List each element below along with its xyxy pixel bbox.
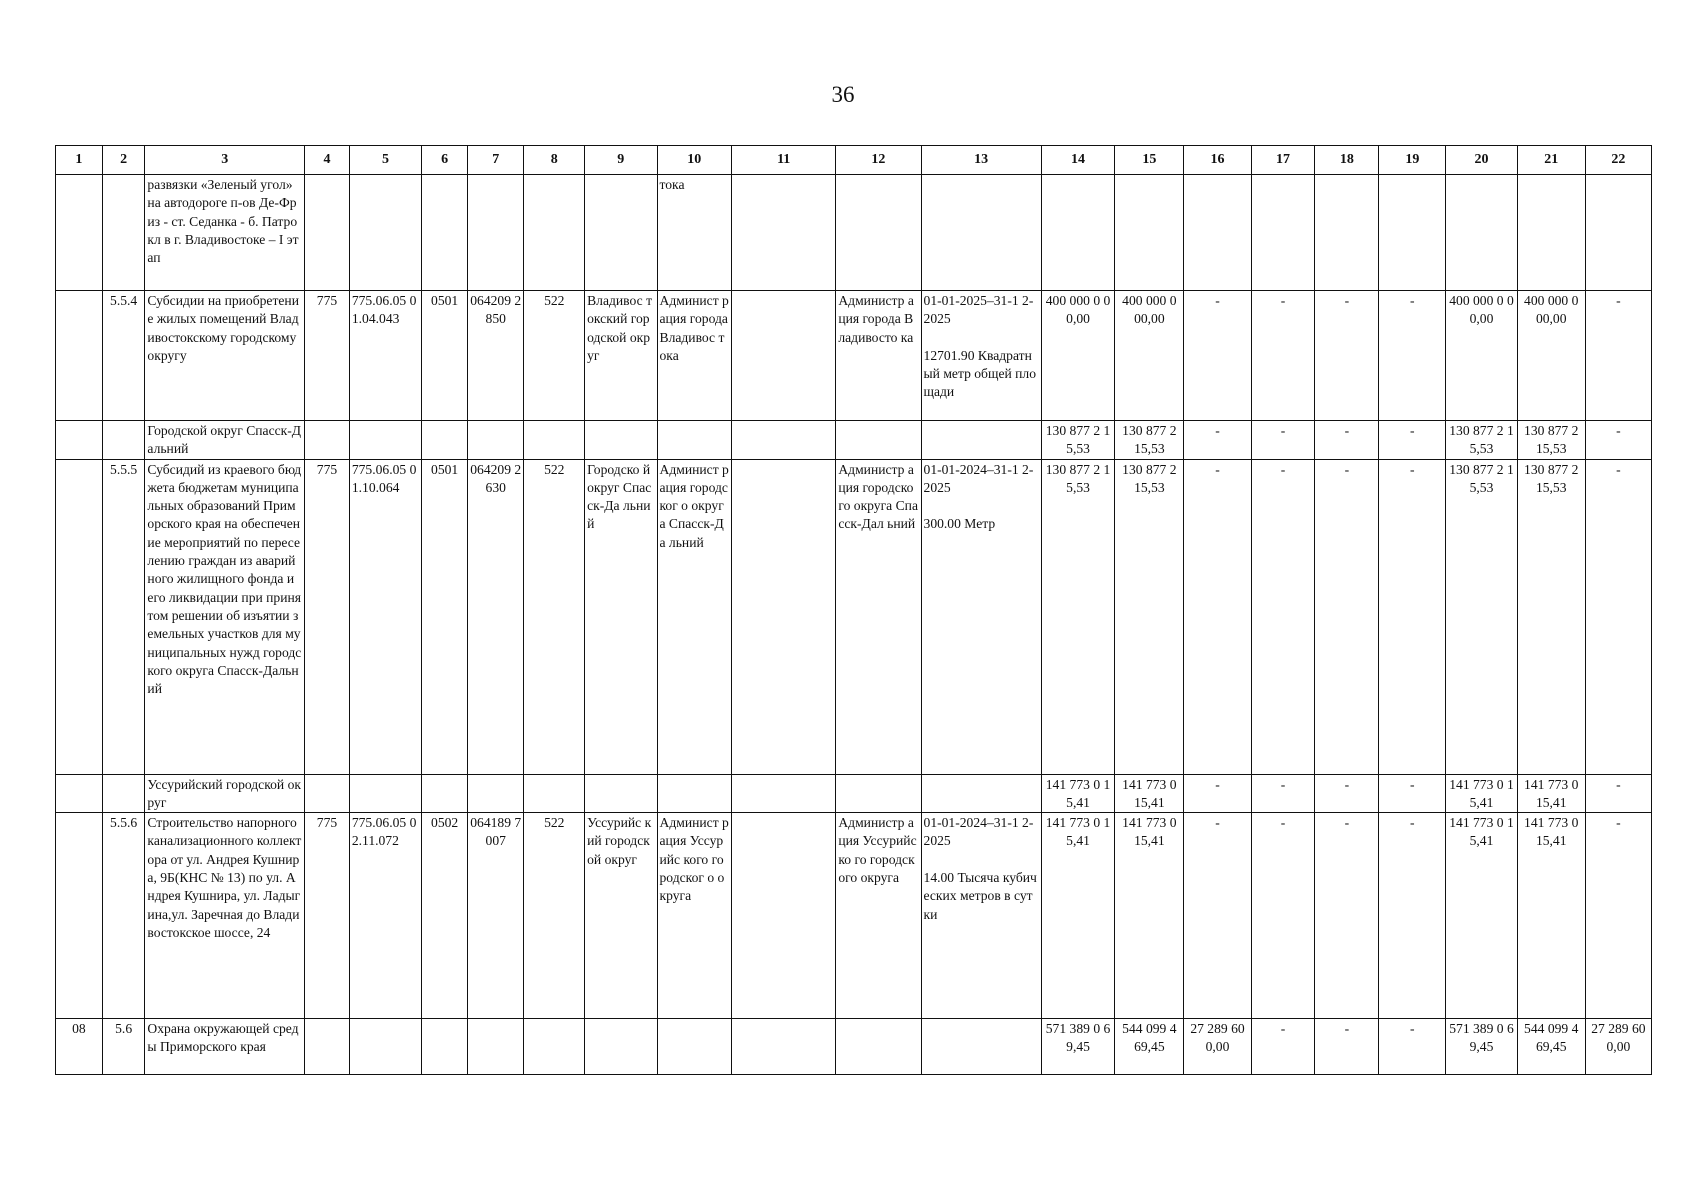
table-cell-col-18: - xyxy=(1315,421,1379,460)
table-cell-col-19: - xyxy=(1379,291,1446,421)
column-header-14: 14 xyxy=(1041,146,1114,175)
table-cell-col-21: 141 773 0 15,41 xyxy=(1517,774,1585,813)
table-cell-col-12: Администр ация Уссурийско го городского округа xyxy=(836,813,921,1019)
table-cell-col-8 xyxy=(524,175,585,291)
table-cell-col-7: 064209 2850 xyxy=(468,291,524,421)
table-cell-col-4: 775 xyxy=(305,291,350,421)
table-cell-col-1 xyxy=(56,175,103,291)
table-cell-col-12 xyxy=(836,175,921,291)
table-cell-col-3: Городской округ Спасск-Дальний xyxy=(145,421,305,460)
table-cell-col-11 xyxy=(732,813,836,1019)
table-cell-col-11 xyxy=(732,774,836,813)
table-cell-col-5 xyxy=(349,1019,421,1075)
table-cell-col-22: - xyxy=(1585,459,1651,774)
table-cell-col-5 xyxy=(349,175,421,291)
table-cell-col-1: 08 xyxy=(56,1019,103,1075)
table-cell-col-17: - xyxy=(1251,421,1315,460)
table-row xyxy=(56,813,1652,1019)
table-cell-col-15 xyxy=(1115,175,1184,291)
table-cell-col-12: Администр ация городского округа Спасск-Дал ьний xyxy=(836,459,921,774)
table-cell-col-8: 522 xyxy=(524,813,585,1019)
table-cell-col-21 xyxy=(1517,175,1585,291)
table-cell-col-17: - xyxy=(1251,291,1315,421)
column-header-6: 6 xyxy=(422,146,468,175)
table-cell-col-16: - xyxy=(1184,813,1251,1019)
table-cell-col-9: Уссурийс кий городской округ xyxy=(585,813,657,1019)
table-cell-col-17: - xyxy=(1251,774,1315,813)
table-cell-col-2 xyxy=(102,175,145,291)
table-cell-col-10: Админист рация городског о округа Спасск-Да льний xyxy=(657,459,732,774)
budget-table xyxy=(55,145,1652,1075)
table-cell-col-5: 775.06.05 01.04.043 xyxy=(349,291,421,421)
table-cell-col-20: 400 000 0 00,00 xyxy=(1446,291,1517,421)
table-cell-col-22: 27 289 60 0,00 xyxy=(1585,1019,1651,1075)
table-cell-col-7: 064209 2630 xyxy=(468,459,524,774)
table-cell-col-10 xyxy=(657,421,732,460)
table-cell-col-9 xyxy=(585,1019,657,1075)
table-cell-col-16: - xyxy=(1184,291,1251,421)
table-cell-col-16: - xyxy=(1184,774,1251,813)
table-cell-col-11 xyxy=(732,291,836,421)
column-header-5: 5 xyxy=(349,146,421,175)
column-header-2: 2 xyxy=(102,146,145,175)
table-cell-col-20: 130 877 2 15,53 xyxy=(1446,459,1517,774)
table-cell-col-11 xyxy=(732,175,836,291)
column-header-19: 19 xyxy=(1379,146,1446,175)
table-cell-col-22: - xyxy=(1585,421,1651,460)
table-cell-col-2: 5.5.4 xyxy=(102,291,145,421)
table-cell-col-15: 130 877 2 15,53 xyxy=(1115,459,1184,774)
page-number: 36 xyxy=(831,82,855,107)
table-cell-col-14: 400 000 0 00,00 xyxy=(1041,291,1114,421)
table-cell-col-4: 775 xyxy=(305,459,350,774)
table-cell-col-21: 130 877 2 15,53 xyxy=(1517,459,1585,774)
table-cell-col-14 xyxy=(1041,175,1114,291)
table-row xyxy=(56,291,1652,421)
table-cell-col-19: - xyxy=(1379,1019,1446,1075)
table-cell-col-19: - xyxy=(1379,813,1446,1019)
table-cell-col-18: - xyxy=(1315,291,1379,421)
table-cell-col-10: тока xyxy=(657,175,732,291)
table-cell-col-11 xyxy=(732,1019,836,1075)
table-row xyxy=(56,774,1652,813)
table-cell-col-18 xyxy=(1315,175,1379,291)
table-cell-col-22: - xyxy=(1585,774,1651,813)
table-cell-col-1 xyxy=(56,774,103,813)
table-cell-col-14: 130 877 2 15,53 xyxy=(1041,459,1114,774)
column-header-1: 1 xyxy=(56,146,103,175)
table-cell-col-15: 544 099 4 69,45 xyxy=(1115,1019,1184,1075)
table-cell-col-15: 400 000 0 00,00 xyxy=(1115,291,1184,421)
table-cell-col-6 xyxy=(422,774,468,813)
table-cell-col-3: Субсидии на приобретение жилых помещений Владивостокскому городскому округу xyxy=(145,291,305,421)
table-cell-col-5: 775.06.05 02.11.072 xyxy=(349,813,421,1019)
table-cell-col-21: 141 773 0 15,41 xyxy=(1517,813,1585,1019)
table-cell-col-9: Городско й округ Спасск-Да льний xyxy=(585,459,657,774)
table-cell-col-19: - xyxy=(1379,459,1446,774)
table-cell-col-7 xyxy=(468,774,524,813)
table-cell-col-1 xyxy=(56,421,103,460)
table-cell-col-5 xyxy=(349,774,421,813)
table-cell-col-4 xyxy=(305,421,350,460)
table-cell-col-13 xyxy=(921,175,1041,291)
table-cell-col-2 xyxy=(102,774,145,813)
table-cell-col-13 xyxy=(921,1019,1041,1075)
table-row xyxy=(56,459,1652,774)
table-cell-col-19 xyxy=(1379,175,1446,291)
table-cell-col-3: Строительство напорного канализационного коллектора от ул. Андрея Кушнира, 9Б(КНС № 13) по ул. Андрея Кушнира, ул. Ладыгина,ул. Заречная до Владивостокское шоссе, 24 xyxy=(145,813,305,1019)
table-cell-col-5: 775.06.05 01.10.064 xyxy=(349,459,421,774)
table-cell-col-20: 141 773 0 15,41 xyxy=(1446,774,1517,813)
table-cell-col-1 xyxy=(56,813,103,1019)
table-cell-col-20 xyxy=(1446,175,1517,291)
table-cell-col-10 xyxy=(657,774,732,813)
table-cell-col-8 xyxy=(524,421,585,460)
table-cell-col-1 xyxy=(56,291,103,421)
table-row xyxy=(56,1019,1652,1075)
column-header-17: 17 xyxy=(1251,146,1315,175)
table-cell-col-8: 522 xyxy=(524,459,585,774)
table-cell-col-9 xyxy=(585,421,657,460)
column-header-8: 8 xyxy=(524,146,585,175)
table-cell-col-21: 400 000 0 00,00 xyxy=(1517,291,1585,421)
table-cell-col-3: Уссурийский городской округ xyxy=(145,774,305,813)
column-header-4: 4 xyxy=(305,146,350,175)
table-cell-col-10: Админист рация Уссурийс кого городског о округа xyxy=(657,813,732,1019)
table-cell-col-3: развязки «Зеленый угол» на автодороге п-ов Де-Фриз - ст. Седанка - б. Патрокл в г. Владивостоке – I этап xyxy=(145,175,305,291)
table-cell-col-17 xyxy=(1251,175,1315,291)
table-cell-col-18: - xyxy=(1315,774,1379,813)
table-cell-col-5 xyxy=(349,421,421,460)
table-cell-col-17: - xyxy=(1251,813,1315,1019)
table-cell-col-8 xyxy=(524,774,585,813)
table-cell-col-3: Охрана окружающей среды Приморского края xyxy=(145,1019,305,1075)
column-header-22: 22 xyxy=(1585,146,1651,175)
table-cell-col-15: 141 773 0 15,41 xyxy=(1115,813,1184,1019)
table-cell-col-22: - xyxy=(1585,291,1651,421)
table-cell-col-19: - xyxy=(1379,774,1446,813)
table-cell-col-12 xyxy=(836,421,921,460)
column-header-16: 16 xyxy=(1184,146,1251,175)
table-cell-col-18: - xyxy=(1315,1019,1379,1075)
column-header-3: 3 xyxy=(145,146,305,175)
table-cell-col-7 xyxy=(468,421,524,460)
table-cell-col-6: 0501 xyxy=(422,291,468,421)
column-header-15: 15 xyxy=(1115,146,1184,175)
table-cell-col-15: 130 877 2 15,53 xyxy=(1115,421,1184,460)
table-cell-col-12: Администр ация города Владивосто ка xyxy=(836,291,921,421)
table-cell-col-22: - xyxy=(1585,813,1651,1019)
table-cell-col-18: - xyxy=(1315,459,1379,774)
table-cell-col-16: - xyxy=(1184,421,1251,460)
table-cell-col-12 xyxy=(836,774,921,813)
column-header-18: 18 xyxy=(1315,146,1379,175)
table-cell-col-9: Владивос токский городской округ xyxy=(585,291,657,421)
table-cell-col-13: 01-01-2024–31-1 2-2025 14.00 Тысяча кубических метров в сутки xyxy=(921,813,1041,1019)
table-cell-col-13 xyxy=(921,774,1041,813)
table-cell-col-3: Субсидий из краевого бюджета бюджетам муниципальных образований Приморского края на обеспечение мероприятий по переселению граждан из аварийного жилищного фонда и его ликвидации при принятом решении об изъятии земельных участков для муниципальных нужд городского округа Спасск-Дальний xyxy=(145,459,305,774)
table-cell-col-12 xyxy=(836,1019,921,1075)
table-cell-col-18: - xyxy=(1315,813,1379,1019)
table-cell-col-4: 775 xyxy=(305,813,350,1019)
table-cell-col-14: 141 773 0 15,41 xyxy=(1041,774,1114,813)
table-cell-col-21: 544 099 4 69,45 xyxy=(1517,1019,1585,1075)
table-cell-col-1 xyxy=(56,459,103,774)
table-cell-col-10: Админист рация города Владивос тока xyxy=(657,291,732,421)
table-cell-col-13 xyxy=(921,421,1041,460)
table-cell-col-4 xyxy=(305,774,350,813)
table-cell-col-2 xyxy=(102,421,145,460)
column-header-21: 21 xyxy=(1517,146,1585,175)
table-cell-col-20: 141 773 0 15,41 xyxy=(1446,813,1517,1019)
table-cell-col-21: 130 877 2 15,53 xyxy=(1517,421,1585,460)
table-cell-col-20: 130 877 2 15,53 xyxy=(1446,421,1517,460)
table-cell-col-13: 01-01-2025–31-1 2-2025 12701.90 Квадратный метр общей площади xyxy=(921,291,1041,421)
table-cell-col-8: 522 xyxy=(524,291,585,421)
table-cell-col-17: - xyxy=(1251,459,1315,774)
table-cell-col-20: 571 389 0 69,45 xyxy=(1446,1019,1517,1075)
header-row xyxy=(56,146,1652,175)
column-header-13: 13 xyxy=(921,146,1041,175)
table-cell-col-8 xyxy=(524,1019,585,1075)
table-cell-col-2: 5.6 xyxy=(102,1019,145,1075)
column-header-11: 11 xyxy=(732,146,836,175)
table-cell-col-15: 141 773 0 15,41 xyxy=(1115,774,1184,813)
table-cell-col-11 xyxy=(732,459,836,774)
table-cell-col-17: - xyxy=(1251,1019,1315,1075)
table-cell-col-4 xyxy=(305,1019,350,1075)
table-cell-col-7 xyxy=(468,1019,524,1075)
table-cell-col-9 xyxy=(585,175,657,291)
table-cell-col-6: 0502 xyxy=(422,813,468,1019)
table-cell-col-4 xyxy=(305,175,350,291)
table-cell-col-11 xyxy=(732,421,836,460)
table-cell-col-6 xyxy=(422,175,468,291)
table-cell-col-19: - xyxy=(1379,421,1446,460)
table-cell-col-16: 27 289 60 0,00 xyxy=(1184,1019,1251,1075)
table-cell-col-9 xyxy=(585,774,657,813)
table-cell-col-13: 01-01-2024–31-1 2-2025 300.00 Метр xyxy=(921,459,1041,774)
table-cell-col-14: 141 773 0 15,41 xyxy=(1041,813,1114,1019)
table-cell-col-16: - xyxy=(1184,459,1251,774)
table-cell-col-16 xyxy=(1184,175,1251,291)
column-header-9: 9 xyxy=(585,146,657,175)
column-header-7: 7 xyxy=(468,146,524,175)
table-row xyxy=(56,421,1652,460)
table-cell-col-14: 130 877 2 15,53 xyxy=(1041,421,1114,460)
table-cell-col-10 xyxy=(657,1019,732,1075)
column-header-10: 10 xyxy=(657,146,732,175)
table-cell-col-6 xyxy=(422,1019,468,1075)
table-cell-col-6: 0501 xyxy=(422,459,468,774)
table-cell-col-2: 5.5.6 xyxy=(102,813,145,1019)
table-cell-col-22 xyxy=(1585,175,1651,291)
table-cell-col-6 xyxy=(422,421,468,460)
table-cell-col-14: 571 389 0 69,45 xyxy=(1041,1019,1114,1075)
table-cell-col-2: 5.5.5 xyxy=(102,459,145,774)
column-header-12: 12 xyxy=(836,146,921,175)
table-cell-col-7: 064189 7007 xyxy=(468,813,524,1019)
column-header-20: 20 xyxy=(1446,146,1517,175)
table-cell-col-7 xyxy=(468,175,524,291)
table-row xyxy=(56,175,1652,291)
